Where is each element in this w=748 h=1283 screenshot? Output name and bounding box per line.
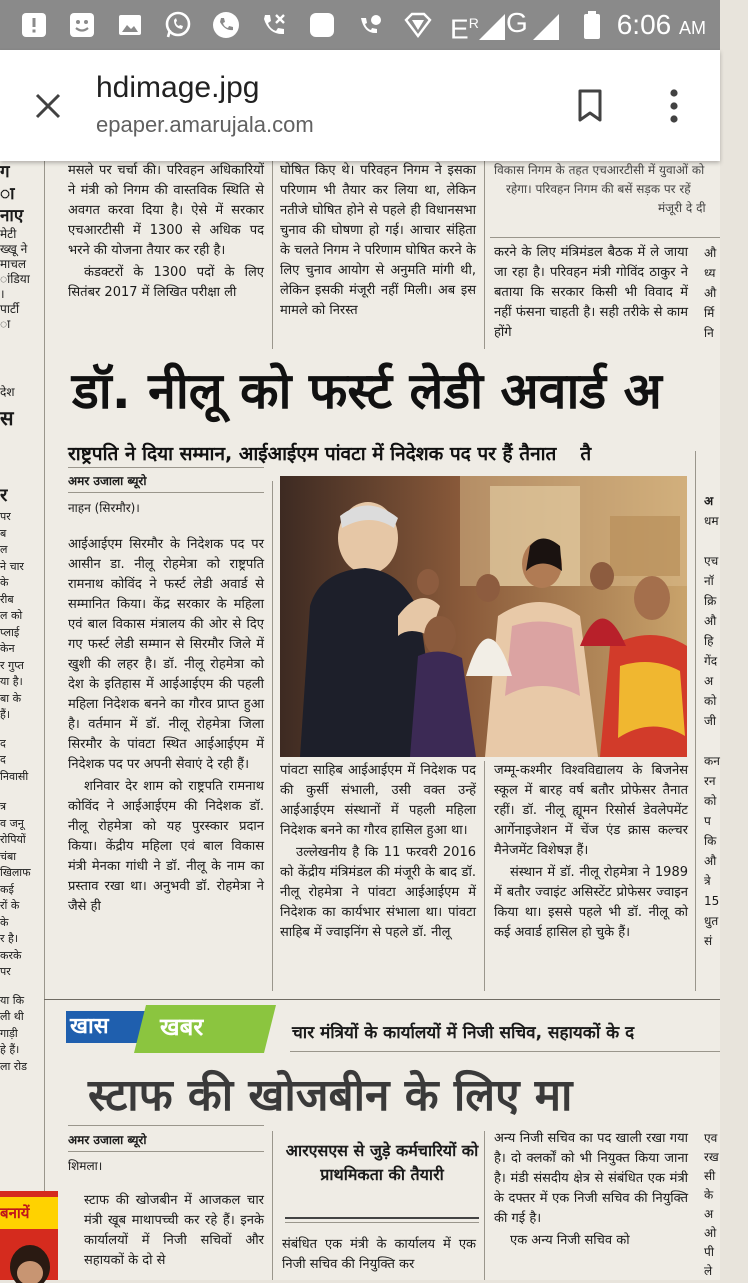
text-line: के	[0, 915, 9, 929]
document-url: epaper.amarujala.com	[96, 112, 314, 137]
main-headline-text: डॉ. नीलू को फर्स्ट लेडी अवार्ड	[72, 362, 607, 420]
text-line: बा के	[0, 691, 22, 705]
article-photo	[280, 476, 687, 757]
second-article-column-3	[494, 1129, 688, 1280]
top-article-column-1	[68, 161, 264, 349]
row-divider	[490, 237, 720, 238]
text-line: के	[704, 1188, 714, 1202]
text-line: हैं।	[0, 708, 11, 721]
second-headline: स्टाफ की खोजबीन के लिए मा	[88, 1070, 573, 1121]
text-line: प	[704, 814, 711, 828]
column-divider	[484, 761, 485, 991]
text-line: ध्य	[704, 266, 716, 280]
text-line: निवासी	[0, 769, 29, 783]
left-edge-line: देश	[0, 385, 15, 399]
network-type-label: E	[450, 13, 469, 45]
text-line: को	[704, 794, 717, 808]
text-line: रहेगा। परिवहन निगम की बसें सड़क पर रहें	[506, 182, 691, 196]
call-forward-icon	[354, 9, 386, 41]
subheadline	[68, 440, 708, 468]
paragraph: संबंधित एक मंत्री के कार्यालय में एक निजी सचिव की नियुक्ति कर	[282, 1237, 476, 1272]
text-line: केन	[0, 642, 15, 655]
row-divider	[68, 492, 264, 493]
left-edge-line: ख्खू ने	[0, 242, 28, 256]
text-line: ल	[0, 543, 8, 556]
column-divider	[272, 481, 273, 991]
paragraph: कंडक्टरों के 1300 पदों के लिए सितंबर 2017 में लिखित परीक्षा ली	[68, 265, 264, 300]
paragraph: अन्य निजी सचिव का पद खाली रखा गया है। दो क्लर्कों को भी नियुक्त किया जाना है। मंडी संसदीय क्षेत्र से संबंधित एक मंत्री के दफ्तर में एक निजी सचिव की नियुक्ति की गई है।	[494, 1131, 688, 1226]
left-edge-line: ांडिया	[0, 272, 30, 286]
text-line: कई	[0, 882, 14, 896]
text-line: र है।	[0, 932, 19, 945]
paragraph: उल्लेखनीय है कि 11 फरवरी 2016 को केंद्रीय मंत्रिमंडल की मंजूरी के बाद डॉ. नीलू रोहमेत्रा ने पांवटा आईआईएम में निदेशक का कार्यभार संभाला था। पांवटा साहिब में ज्वाइनिंग से पहले डॉ. नीलू	[280, 845, 476, 940]
text-line: एव	[704, 1131, 718, 1145]
paragraph: शनिवार देर शाम को राष्ट्रपति रामनाथ कोविंद ने आईआईएम की निदेशक डॉ. नीलू रोहमेत्रा को यह पुरस्कार प्रदान किया। केंद्रीय महिला एवं बाल विकास मंत्री मेनका गांधी ने डॉ. नीलू के नाम का प्रस्ताव रखा था। अनुभवी डॉ. रोहमेत्रा ने जैसे ही	[68, 779, 264, 914]
text-line: रों के	[0, 899, 20, 912]
right-edge-second-column	[704, 1129, 720, 1280]
paragraph: एक अन्य निजी सचिव को	[510, 1233, 630, 1248]
network-type-2-label: G	[506, 7, 528, 38]
text-line: नॉ	[704, 574, 714, 588]
red-promo-label: बनायें	[0, 1197, 58, 1229]
text-line: रख	[704, 1150, 719, 1164]
more-options-button[interactable]	[650, 80, 698, 132]
left-edge-line: ।	[0, 287, 5, 301]
text-line: र	[0, 485, 8, 506]
status-bar	[0, 0, 720, 50]
app-bar	[0, 50, 720, 161]
second-article-column-2	[282, 1235, 476, 1280]
face-icon	[66, 9, 98, 41]
text-line: त्रे	[704, 874, 711, 888]
text-line: पी	[704, 1245, 714, 1259]
paragraph: आईआईएम सिरमौर के निदेशक पद पर आसीन डा. नीलू रोहमेत्रा को राष्ट्रपति रामनाथ कोविंद ने फर्स्ट लेडी अवार्ड से सम्मानित किया। केंद्र सरकार के महिला एवं बाल विकास मंत्रालय की ओर से दिए गए फर्स्ट लेडी सम्मान से सिरमौर जिले में खुशी की लहर है। डॉ. नीलू रोहमेत्रा को देश के इतिहास में आईआईएम की पहली महिला निदेशक बनने का गौरव प्राप्त हुआ है। वर्तमान में डॉ. नीलू रोहमेत्रा जिला सिरमौर के पांवटा स्थित आईआईएम में निदेशक पद पर अपनी सेवाएं दे रही हैं।	[68, 537, 264, 772]
article-column-2	[280, 761, 476, 987]
text-line: धम	[704, 514, 719, 528]
text-line: ब	[0, 526, 7, 540]
text-line: औ	[704, 854, 717, 868]
text-line: प्लाई	[0, 625, 20, 639]
badge-label-left: खास	[70, 1014, 109, 1039]
text-line: गाड़ी	[0, 1026, 18, 1040]
second-article-column-1	[84, 1191, 264, 1280]
byline: अमर उजाला ब्यूरो	[68, 474, 147, 488]
text-line: कि	[704, 834, 717, 848]
text-line: ली थी	[0, 1010, 24, 1023]
column-divider	[272, 1131, 273, 1280]
text-line: रीब	[0, 592, 14, 606]
text-line: अ	[704, 1207, 714, 1221]
byline: अमर उजाला ब्यूरो	[68, 1133, 147, 1147]
left-edge-line: माचल	[0, 257, 27, 271]
article-column-1	[68, 535, 264, 987]
text-line: रोपियों	[0, 833, 26, 846]
subheadline-continuation: तै	[580, 443, 592, 465]
text-line: द	[0, 753, 6, 766]
document-title: hdimage.jpg	[96, 71, 260, 104]
text-line: 15	[704, 894, 720, 908]
text-line: र्मि	[704, 306, 715, 320]
blank-app-icon	[306, 9, 338, 41]
bookmark-button[interactable]	[566, 80, 614, 132]
right-edge-top-column	[704, 243, 720, 349]
column-divider	[484, 1131, 485, 1280]
clock-ampm: AM	[679, 18, 706, 38]
text-line: ल को	[0, 609, 23, 622]
row-divider	[68, 467, 264, 468]
dateline: नाहन (सिरमौर)।	[68, 501, 140, 515]
right-edge-article-column	[704, 491, 720, 991]
text-line: गेंद	[704, 654, 718, 668]
text-line: सी	[704, 1169, 716, 1183]
text-line: औ	[704, 246, 717, 260]
text-line: ने चार	[0, 559, 24, 573]
text-line: क्रि	[704, 594, 717, 608]
text-line: या है।	[0, 675, 23, 688]
top-article-column-3-intro	[494, 161, 720, 237]
main-headline-continuation: अ	[623, 362, 662, 420]
row-divider	[285, 1222, 479, 1223]
paragraph: करने के लिए मंत्रिमंडल बैठक में ले जाया जा रहा है। परिवहन मंत्री गोविंद ठाकुर ने बताया कि सरकार किसी भी विवाद में नहीं फंसना चाहती है। सही तरीके से काम होंगे	[494, 245, 688, 340]
text-line: एच	[704, 554, 719, 568]
text-line: के	[0, 576, 9, 589]
khaas-khabar-badge	[66, 1005, 276, 1053]
promo-face-illustration	[0, 1229, 58, 1279]
signal-icon	[476, 11, 508, 43]
text-line: पर	[0, 510, 11, 523]
battery-icon	[576, 9, 608, 41]
text-line: र गुप्त	[0, 658, 24, 672]
paragraph: स्टाफ की खोजबीन में आजकल चार मंत्री खूब माथापच्ची कर रहे हैं। इनके कार्यालयों में निजी सचिवों और सहायकों के दो से	[84, 1193, 264, 1268]
text-line: अ	[704, 674, 714, 688]
phone-icon	[210, 9, 242, 41]
roaming-label: R	[468, 15, 479, 31]
left-edge-top-column	[0, 161, 36, 341]
close-icon	[33, 91, 63, 121]
section-box-title: चार मंत्रियों के कार्यालयों में निजी सचिव, सहायकों के द	[292, 1023, 635, 1043]
title-block	[96, 68, 536, 140]
text-line: चंबा	[0, 849, 17, 863]
article-column-3	[494, 761, 688, 987]
column-divider	[695, 451, 696, 991]
signal-icon	[530, 11, 562, 43]
left-edge-line: पार्टी	[0, 302, 20, 316]
text-line: ला रोड	[0, 1059, 28, 1073]
paragraph: संस्थान में डॉ. नीलू रोहमेत्रा ने 1989 में बतौर ज्वाइंट असिस्टेंट प्रोफेसर ज्वाइन किया था। इससे पहले भी डॉ. नीलू को कई अवार्ड हासिल हो चुके हैं।	[494, 865, 688, 940]
left-edge-line: ग	[0, 162, 10, 182]
clock	[617, 8, 706, 45]
close-button[interactable]	[22, 80, 74, 132]
left-edge-line: ा	[0, 317, 11, 331]
text-line: या कि	[0, 993, 25, 1007]
text-line: विकास निगम के तहत एचआरटीसी में युवाओं को	[494, 163, 705, 177]
row-divider	[290, 1051, 720, 1052]
dateline: शिमला।	[68, 1159, 103, 1173]
text-line: हि	[704, 634, 714, 648]
text-line: रन	[704, 774, 716, 788]
clock-time: 6:06	[616, 9, 672, 40]
column-divider	[272, 161, 273, 349]
paragraph: पांवटा साहिब आईआईएम में निदेशक पद की कुर्सी संभाली, उसी वक्त उन्हें आईआईएम संस्थानों में पहली महिला निदेशक बनने का गौरव हासिल हुआ था।	[280, 763, 476, 838]
left-edge-line: मेटी	[0, 227, 17, 241]
image-icon	[114, 9, 146, 41]
paragraph: मसले पर चर्चा की। परिवहन अधिकारियों ने मंत्री को निगम की वास्तविक स्थिति से अवगत करवा दिया है। ऐसे में सरकार एचआरटीसी में 1300 से अधिक पद भरने की योजना तैयार कर रही है।	[68, 163, 264, 258]
text-line: व जनू	[0, 816, 24, 830]
row-divider	[68, 1151, 264, 1152]
sidebox-title: आरएसएस से जुड़े कर्मचारियों को प्राथमिकता की तैयारी	[285, 1141, 479, 1184]
left-edge-article-column	[0, 485, 40, 1173]
column-divider	[484, 161, 485, 349]
top-article-column-2	[280, 161, 476, 349]
text-line: ले	[704, 1264, 713, 1278]
main-headline	[72, 356, 732, 426]
newspaper-image[interactable]	[0, 161, 720, 1280]
text-line: जी	[704, 714, 717, 728]
text-line: को	[704, 694, 717, 708]
red-promo-box	[0, 1191, 58, 1280]
text-line: खिलाफ	[0, 866, 31, 879]
notification-alert-icon	[18, 9, 50, 41]
text-line: ओ	[704, 1226, 717, 1240]
wifi-diamond-icon	[402, 9, 434, 41]
text-line: नि	[704, 326, 714, 340]
text-line: हे हैं।	[0, 1043, 20, 1056]
left-edge-line: स	[0, 406, 14, 430]
column-divider	[44, 161, 45, 1191]
whatsapp-icon	[162, 9, 194, 41]
row-divider	[68, 1125, 264, 1126]
text-line: औ	[704, 614, 717, 628]
text-line: सं	[704, 934, 713, 948]
section-divider	[44, 999, 720, 1000]
text-line: धुत	[704, 914, 719, 928]
text-line: पर	[0, 965, 11, 978]
text-line: कन	[704, 754, 720, 768]
text-line: औ	[704, 286, 717, 300]
text-line: द	[0, 736, 6, 750]
subheadline-text: राष्ट्रपति ने दिया सम्मान, आईआईएम पांवटा में निदेशक पद पर हैं तैनात	[68, 443, 557, 465]
row-divider	[285, 1217, 479, 1219]
top-article-column-3	[494, 243, 688, 349]
bookmark-icon	[577, 89, 603, 123]
badge-label-right: खबर	[160, 1013, 204, 1041]
more-vert-icon	[669, 88, 679, 124]
missed-call-icon	[258, 9, 290, 41]
left-edge-line: ा	[0, 184, 15, 204]
paragraph: घोषित किए थे। परिवहन निगम ने इसका परिणाम भी तैयार कर लिया था, लेकिन नतीजे घोषित होने से पहले ही विधानसभा चुनाव की घोषणा हो गई। आचार संहिता के चलते निगम ने परिणाम घोषित करने के लिए चुनाव आयोग से अनुमति मांगी थी, लेकिन इसकी मंजूरी नहीं मिली। अब इस मामले को निरस्त	[280, 163, 476, 318]
paragraph: जम्मू-कश्मीर विश्वविद्यालय के बिजनेस स्कूल में बारह वर्ष बतौर प्रोफेसर तैनात रहीं। डॉ. नीलू ह्यूमन रिसोर्स डेवलेपमेंट आर्गेनाइजेशन में चेंज एंड क्रास कल्चर मैनेजमेंट विशेषज्ञ हैं।	[494, 763, 688, 858]
text-line: मंजूरी दे दी	[658, 201, 706, 215]
text-line: अ	[704, 494, 714, 508]
text-line: त्र	[0, 800, 7, 813]
text-line: करके	[0, 948, 22, 962]
article-photo-illustration	[280, 476, 687, 757]
left-edge-line: नाए	[0, 206, 24, 226]
